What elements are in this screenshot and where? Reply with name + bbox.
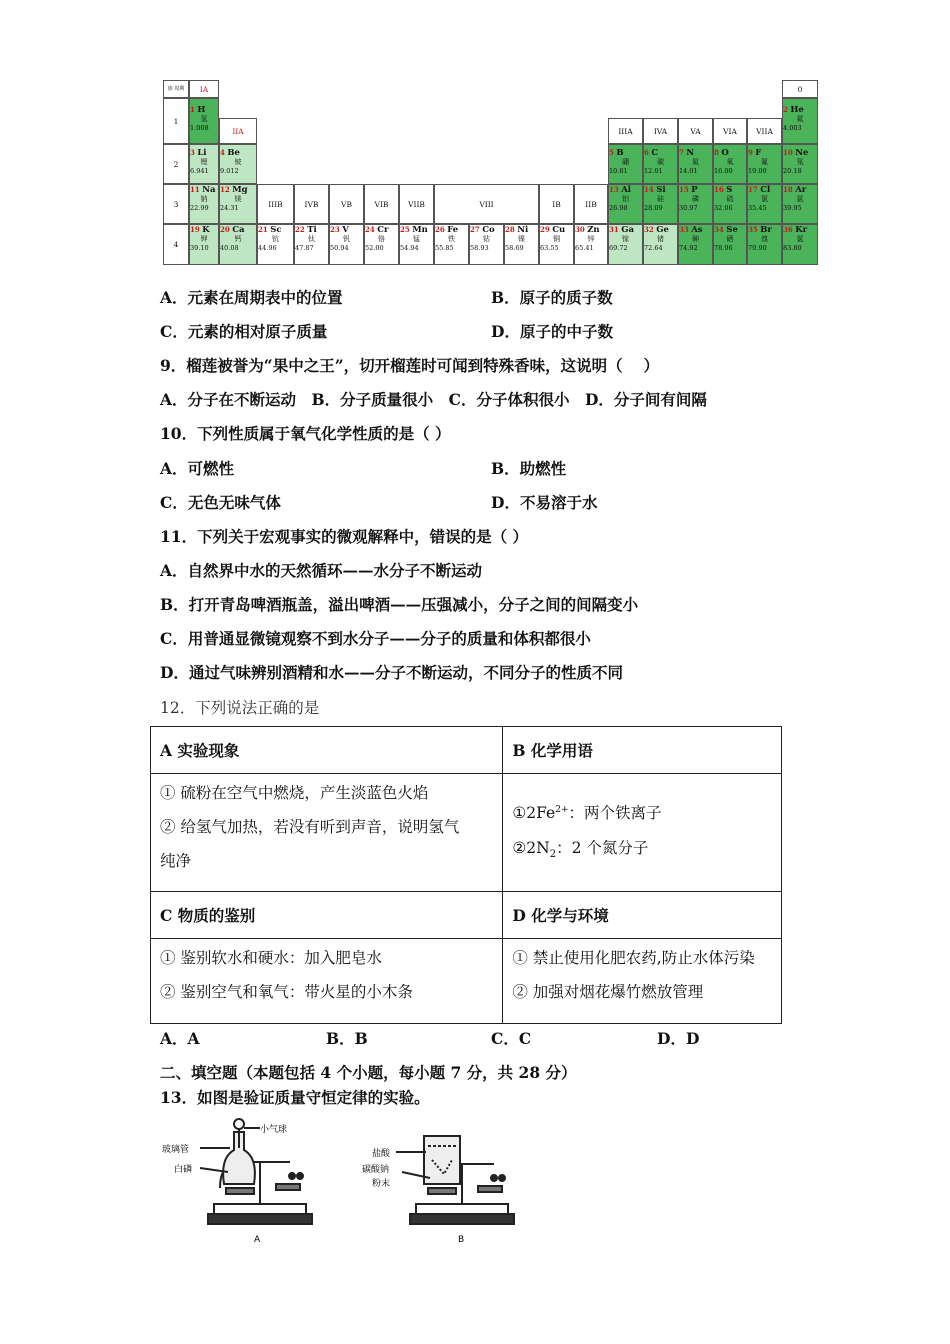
pt-atomic-number: 6 [644,148,652,157]
pt-element-name: 钾 [200,235,208,243]
pt-element-ge [643,224,678,265]
pt-atomic-number: 35 [748,225,761,234]
pt-atomic-mass: 39.10 [190,244,209,252]
pt-element-header [644,185,677,195]
cell-a-head-text: A 实验现象 [160,741,240,760]
cell-b-line-1 [512,793,772,830]
pt-symbol: Zn [587,225,600,235]
q12-stem: 12．下列说法正确的是 [160,699,320,717]
pt-element-v [329,224,364,265]
pt-element-header [609,148,642,158]
cell-a-head [151,727,503,774]
pt-element-name: 氮 [692,158,699,166]
pt-element-name: 氧 [726,158,734,166]
pt-element-al [608,184,643,224]
pt-element-header [470,225,503,235]
pt-element-header [748,225,781,235]
pt-element-header [505,225,538,235]
cell-c-line-1: ① 鉴别软水和硬水：加入肥皂水 [160,949,382,967]
pt-atomic-number: 2 [783,105,791,114]
pt-symbol: Na [202,185,216,195]
pt-atomic-number: 8 [714,148,722,157]
pt-group-header: IIA [219,118,257,144]
pt-symbol: Ga [621,225,634,235]
figure-b-caption: B [458,1235,465,1245]
cell-c-head-text: C 物质的鉴别 [160,906,256,925]
pt-element-zn [574,224,608,265]
q10-option-c: C．无色无味气体 [160,493,281,512]
pt-symbol: P [691,185,698,195]
pt-atomic-mass: 79.90 [748,244,767,252]
pt-element-name: 氩 [796,195,804,203]
figure-b-label-carbonate: 碳酸钠 [362,1165,390,1175]
pt-element-n [678,144,713,184]
pt-element-name: 硒 [726,235,734,243]
pt-atomic-mass: 35.45 [748,204,767,212]
pt-atomic-number: 32 [644,225,657,234]
pt-atomic-number: 3 [190,148,198,157]
pt-element-header [540,225,573,235]
pt-symbol: Al [621,185,632,195]
pt-element-fe [434,224,469,265]
pt-element-name: 钙 [234,235,242,243]
pt-element-name: 镁 [234,195,242,203]
pt-atomic-mass: 20.18 [783,167,802,175]
pt-atomic-mass: 14.01 [679,167,698,175]
pt-element-name: 钛 [308,235,315,243]
q11-option-d: D．通过气味辨别酒精和水——分子不断运动，不同分子的性质不同 [160,663,623,682]
pt-element-name: 镍 [518,235,525,243]
q12-option-d: D．D [657,1029,700,1048]
pt-group-header: IA [189,80,219,98]
pt-element-cl [747,184,782,224]
pt-element-ar [782,184,818,224]
pt-group-header: VIB [364,184,399,224]
q11-option-c: C．用普通显微镜观察不到水分子——分子的质量和体积都很小 [160,629,591,648]
pt-atomic-number: 7 [679,148,687,157]
cell-d-head [503,892,782,939]
cell-a-line-3: 纯净 [160,852,192,870]
pt-element-header [609,225,642,235]
pt-element-si [643,184,678,224]
pt-symbol: O [721,148,729,158]
pt-symbol: Ti [307,225,317,235]
figure-b-balance [360,1130,530,1250]
pt-element-name: 铍 [234,158,242,166]
q11-stem: 11．下列关于宏观事实的微观解释中，错误的是（ ） [160,527,528,546]
pt-atomic-mass: 4.003 [783,124,802,132]
q12-table [150,726,782,1024]
pt-element-name: 氯 [761,195,768,203]
pt-element-header [714,148,746,158]
pt-symbol: Ne [795,148,809,158]
pt-period-3: 3 [163,184,189,224]
pt-group-header: VIII [434,184,539,224]
q11-option-b: B．打开青岛啤酒瓶盖，溢出啤酒——压强减小，分子之间的间隔变小 [160,595,639,614]
pt-element-p [678,184,713,224]
fe-meaning: ：两个铁离子 [568,804,662,823]
cell-d-line-1: ① 禁止使用化肥农药,防止水体污染 [512,949,755,967]
pt-atomic-mass: 28.09 [644,204,663,212]
pt-element-as [678,224,713,265]
pt-element-header [783,225,817,235]
pt-atomic-number: 29 [540,225,553,234]
pt-element-li [189,144,219,184]
q12-option-c: C．C [491,1029,532,1048]
pt-element-header [783,148,817,158]
pt-atomic-number: 23 [330,225,343,234]
figure-a-label-balloon: 小气球 [260,1125,288,1135]
cell-b-head [503,727,782,774]
pt-symbol: Co [482,225,495,235]
pt-element-ni [504,224,539,265]
cell-b-line-2 [512,831,772,872]
pt-atomic-number: 33 [679,225,692,234]
q9-options: A．分子在不断运动 B．分子质量很小 C．分子体积很小 D．分子间有间隔 [160,390,707,409]
pt-element-header [748,185,781,195]
pt-element-cu [539,224,574,265]
pt-symbol: Kr [795,225,808,235]
pt-atomic-mass: 65.41 [575,244,594,252]
pt-element-header [748,148,781,158]
pt-atomic-mass: 26.98 [609,204,628,212]
pt-element-kr [782,224,818,265]
pt-atomic-mass: 83.80 [783,244,802,252]
pt-element-header [190,225,218,235]
pt-symbol: Cu [552,225,566,235]
pt-symbol: S [726,185,733,195]
pt-element-name: 铝 [622,195,629,203]
pt-element-mg [219,184,257,224]
pt-atomic-mass: 22.99 [190,204,209,212]
pt-element-ga [608,224,643,265]
pt-symbol: Se [726,225,738,235]
pt-atomic-number: 14 [644,185,657,194]
pt-element-name: 氪 [796,235,804,243]
pt-symbol: H [197,105,206,115]
pt-element-name: 钪 [272,235,279,243]
pt-symbol: Ge [656,225,669,235]
pt-element-header [714,185,746,195]
pt-group-header: 0 [782,80,818,98]
pt-element-f [747,144,782,184]
q8-option-b: B．原子的质子数 [491,288,613,307]
q10-option-d: D．不易溶于水 [491,493,598,512]
fe-charge: 2+ [555,805,569,816]
pt-atomic-mass: 10.81 [609,167,628,175]
q11-option-a: A．自然界中水的天然循环——水分子不断运动 [160,561,483,580]
pt-atomic-mass: 78.96 [714,244,733,252]
pt-element-c [643,144,678,184]
pt-element-o [713,144,747,184]
pt-element-header [679,185,712,195]
pt-atomic-number: 12 [220,185,233,194]
pt-corner: 族 周期 [163,80,189,98]
pt-atomic-number: 5 [609,148,617,157]
pt-atomic-mass: 44.96 [258,244,277,252]
pt-atomic-number: 1 [190,105,198,114]
pt-element-name: 锌 [587,235,595,243]
pt-atomic-mass: 69.72 [609,244,628,252]
pt-atomic-number: 13 [609,185,622,194]
pt-element-name: 铁 [448,235,455,243]
pt-atomic-mass: 54.94 [400,244,419,252]
pt-element-na [189,184,219,224]
pt-atomic-mass: 6.941 [190,167,209,175]
pt-atomic-mass: 1.008 [190,124,209,132]
pt-symbol: Si [656,185,666,195]
pt-symbol: Ca [232,225,245,235]
pt-symbol: V [342,225,349,235]
figure-b-label-powder: 粉末 [372,1179,391,1189]
pt-atomic-mass: 58.93 [470,244,489,252]
pt-atomic-mass: 19.00 [748,167,767,175]
q10-stem: 10．下列性质属于氧气化学性质的是（ ） [160,424,451,443]
pt-element-header [258,225,293,235]
pt-element-name: 铬 [378,235,385,243]
pt-period-2: 2 [163,144,189,184]
pt-element-header [190,185,218,195]
pt-element-name: 钒 [343,235,350,243]
pt-atomic-number: 34 [714,225,727,234]
pt-element-header [220,148,256,158]
pt-element-name: 镓 [622,235,629,243]
pt-atomic-number: 21 [258,225,271,234]
q10-option-b: B．助燃性 [491,459,567,478]
pt-atomic-number: 10 [783,148,796,157]
pt-atomic-mass: 24.31 [220,204,239,212]
pt-atomic-mass: 50.94 [330,244,349,252]
pt-atomic-mass: 12.01 [644,167,663,175]
pt-element-header [575,225,607,235]
cell-d-line-2: ② 加强对烟花爆竹燃放管理 [512,983,704,1001]
pt-symbol: F [755,148,762,158]
pt-atomic-mass: 47.87 [295,244,314,252]
pt-atomic-number: 11 [190,185,203,194]
pt-atomic-mass: 30.97 [679,204,698,212]
pt-symbol: Ar [795,185,807,195]
pt-element-name: 砷 [692,235,699,243]
pt-element-name: 钴 [483,235,490,243]
pt-element-s [713,184,747,224]
cell-a-line-1: ① 硫粉在空气中燃烧，产生淡蓝色火焰 [160,784,429,802]
pt-atomic-mass: 58.69 [505,244,524,252]
pt-period-4: 4 [163,224,189,265]
pt-element-k [189,224,219,265]
figure-a-label-tube: 玻璃管 [162,1145,190,1155]
pt-symbol: He [790,105,804,115]
pt-element-sc [257,224,294,265]
figure-a-caption: A [254,1235,261,1245]
pt-symbol: Li [197,148,207,158]
pt-atomic-mass: 52.00 [365,244,384,252]
pt-element-ca [219,224,257,265]
pt-atomic-number: 15 [679,185,692,194]
pt-element-he [782,98,818,144]
pt-atomic-mass: 40.08 [220,244,239,252]
pt-element-name: 氟 [761,158,768,166]
pt-element-cr [364,224,399,265]
pt-element-header [435,225,468,235]
q13-stem: 13．如图是验证质量守恒定律的实验。 [160,1088,430,1107]
pt-group-header: VB [329,184,364,224]
pt-atomic-number: 19 [190,225,203,234]
pt-atomic-number: 28 [505,225,518,234]
cell-a-body [151,774,503,892]
figure-a-balance [160,1118,320,1248]
pt-element-name: 磷 [692,195,699,203]
pt-element-header [330,225,363,235]
pt-atomic-number: 36 [783,225,796,234]
pt-element-header [783,105,817,115]
pt-element-name: 硫 [726,195,734,203]
pt-symbol: Br [760,225,772,235]
n2-formula: ②2N [512,838,550,857]
pt-element-header [609,185,642,195]
pt-element-name: 锗 [657,235,664,243]
pt-symbol: Cl [760,185,771,195]
cell-a-line-2: ② 给氢气加热，若没有听到声音，说明氢气 [160,818,460,836]
pt-element-name: 硅 [657,195,664,203]
q9-stem: 9．榴莲被誉为“果中之王”，切开榴莲时可闻到特殊香味，这说明（ ） [160,356,660,375]
q8-option-c: C．元素的相对原子质量 [160,322,328,341]
pt-atomic-number: 26 [435,225,448,234]
cell-b-head-text: B 化学用语 [512,741,593,760]
pt-group-header: IB [539,184,574,224]
section-2-heading: 二、填空题（本题包括 4 个小题，每小题 7 分，共 28 分） [160,1063,577,1082]
pt-atomic-mass: 39.95 [783,204,802,212]
pt-atomic-number: 27 [470,225,483,234]
cell-d-body [503,939,782,1024]
pt-atomic-number: 18 [783,185,796,194]
pt-element-name: 碳 [657,158,664,166]
pt-element-ti [294,224,329,265]
n2-subscript: 2 [549,848,557,860]
q10-option-a: A．可燃性 [160,459,235,478]
cell-c-body [151,939,503,1024]
pt-element-h [189,98,219,144]
pt-period-1: 1 [163,98,189,144]
pt-element-se [713,224,747,265]
pt-group-header: VA [678,118,713,144]
pt-element-header [190,148,218,158]
pt-element-name: 锰 [413,235,420,243]
cell-d-head-text: D 化学与环境 [512,906,609,925]
pt-element-header [190,105,218,115]
pt-group-header: IVA [643,118,678,144]
pt-atomic-mass: 63.55 [540,244,559,252]
pt-element-header [679,225,712,235]
figure-a-label-phosphorus: 白磷 [174,1165,193,1175]
pt-atomic-mass: 32.06 [714,204,733,212]
pt-symbol: Cr [377,225,389,235]
pt-symbol: Fe [447,225,459,235]
pt-atomic-mass: 16.00 [714,167,733,175]
pt-atomic-number: 30 [575,225,588,234]
pt-symbol: C [651,148,659,158]
pt-symbol: N [686,148,695,158]
pt-symbol: Mn [412,225,428,235]
pt-symbol: Be [227,148,240,158]
pt-element-be [219,144,257,184]
pt-element-mn [399,224,434,265]
pt-element-b [608,144,643,184]
pt-element-name: 氢 [200,115,208,123]
pt-element-name: 铜 [553,235,560,243]
pt-element-name: 溴 [761,235,768,243]
pt-element-name: 钠 [200,195,208,203]
pt-group-header: IIIA [608,118,643,144]
pt-element-header [644,225,677,235]
pt-atomic-number: 9 [748,148,756,157]
pt-element-header [400,225,433,235]
q12-option-b: B．B [326,1029,368,1048]
pt-symbol: Mg [232,185,248,195]
pt-element-header [220,225,256,235]
pt-atomic-number: 22 [295,225,308,234]
pt-element-header [783,185,817,195]
pt-atomic-mass: 9.012 [220,167,239,175]
pt-atomic-number: 24 [365,225,378,234]
pt-atomic-number: 16 [714,185,727,194]
pt-atomic-number: 4 [220,148,228,157]
cell-b-body [503,774,782,892]
n2-meaning: ：2 个氮分子 [556,838,649,857]
q12-option-a: A．A [160,1029,200,1048]
pt-group-header: IVB [294,184,329,224]
pt-atomic-number: 20 [220,225,233,234]
pt-element-header [365,225,398,235]
pt-atomic-mass: 55.85 [435,244,454,252]
pt-symbol: Ni [517,225,529,235]
pt-element-header [295,225,328,235]
pt-element-name: 锂 [200,158,208,166]
cell-c-line-2: ② 鉴别空气和氧气：带火星的小木条 [160,983,413,1001]
pt-element-name: 氖 [796,158,804,166]
periodic-table [163,80,818,265]
figure-b-label-acid: 盐酸 [372,1149,391,1159]
pt-element-header [714,225,746,235]
cell-c-head [151,892,503,939]
fe-formula: ①2Fe [512,804,556,823]
pt-symbol: Sc [270,225,282,235]
pt-atomic-mass: 72.64 [644,244,663,252]
pt-group-header: IIIB [257,184,294,224]
pt-group-header: VIIB [399,184,434,224]
pt-element-header [679,148,712,158]
pt-element-ne [782,144,818,184]
pt-symbol: As [691,225,703,235]
pt-element-co [469,224,504,265]
pt-element-br [747,224,782,265]
q8-option-a: A．元素在周期表中的位置 [160,288,343,307]
pt-atomic-number: 25 [400,225,413,234]
pt-group-header: IIB [574,184,608,224]
pt-symbol: K [202,225,210,235]
pt-symbol: B [616,148,624,158]
q8-option-d: D．原子的中子数 [491,322,613,341]
pt-group-header: VIIA [747,118,782,144]
pt-group-header: VIA [713,118,747,144]
pt-atomic-number: 31 [609,225,622,234]
pt-atomic-number: 17 [748,185,761,194]
pt-atomic-mass: 74.92 [679,244,698,252]
pt-element-name: 氦 [796,115,804,123]
pt-element-header [644,148,677,158]
pt-element-name: 硼 [622,158,629,166]
pt-element-header [220,185,256,195]
